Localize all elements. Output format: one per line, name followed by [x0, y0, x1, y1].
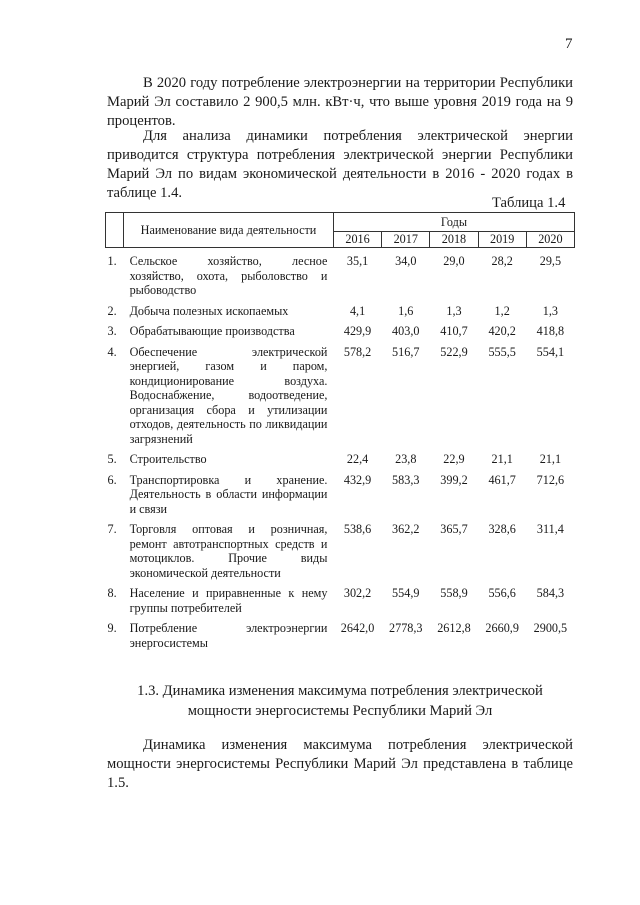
row-number: 4. — [107, 344, 117, 359]
value-cell: 429,9 — [343, 324, 372, 338]
table-row — [106, 522, 575, 586]
value-cell: 584,3 — [536, 586, 565, 600]
value-cell: 34,0 — [395, 254, 417, 268]
activity-name: Транспортировка и хранение. Деятельность в области информации и связи — [129, 472, 328, 516]
table-row — [106, 586, 575, 621]
header-number — [106, 213, 124, 248]
activity-name: Обрабатывающие производства — [129, 324, 295, 338]
value-cell: 2778,3 — [389, 621, 423, 635]
value-cell: 410,7 — [440, 324, 468, 338]
value-cell: 362,2 — [392, 522, 420, 536]
value-cell: 28,2 — [491, 254, 513, 268]
page-number: 7 — [565, 36, 573, 52]
header-year: 2018 — [430, 232, 478, 248]
activity-name: Сельское хозяйство, лесное хозяйство, охота, рыболовство и рыбоводство — [129, 254, 328, 297]
value-cell: 555,5 — [488, 344, 516, 359]
table-row — [106, 304, 575, 325]
activity-name: Строительство — [129, 452, 207, 466]
value-cell: 328,6 — [488, 522, 516, 536]
value-cell: 1,2 — [494, 303, 510, 318]
row-number: 2. — [107, 303, 117, 318]
section-heading: 1.3. Динамика изменения максимума потребления электрической мощности энергосистемы Республики Марий Эл — [137, 683, 543, 719]
value-cell: 1,3 — [542, 303, 558, 318]
value-cell: 554,1 — [536, 344, 565, 359]
activity-name: Население и приравненные к нему группы потребителей — [129, 586, 328, 615]
value-cell: 554,9 — [392, 586, 420, 600]
value-cell: 21,1 — [491, 452, 513, 466]
value-cell: 1,6 — [398, 303, 414, 318]
consumption-table — [105, 212, 575, 656]
activity-name: Потребление электроэнергии энергосистемы — [129, 621, 328, 650]
value-cell: 365,7 — [440, 522, 468, 536]
value-cell: 522,9 — [440, 344, 468, 359]
activity-name: Обеспечение электрической энергией, газом и паром, кондиционирование воздуха. Водоснабжение, водоотведение, организация сбора и утилизации отходов, деятельность по ликвидации загрязнений — [129, 344, 328, 446]
activity-name: Торговля оптовая и розничная, ремонт автотранспортных средств и мотоциклов. Прочие виды экономической деятельности — [129, 522, 328, 580]
value-cell: 403,0 — [392, 324, 420, 338]
value-cell: 558,9 — [440, 586, 468, 600]
header-year: 2020 — [526, 232, 574, 248]
value-cell: 2900,5 — [533, 621, 568, 635]
value-cell: 399,2 — [440, 472, 468, 487]
value-cell: 311,4 — [536, 522, 564, 536]
value-cell: 22,4 — [346, 452, 369, 466]
value-cell: 583,3 — [392, 472, 420, 487]
header-activity-name: Наименование вида деятельности — [124, 213, 334, 248]
row-number: 6. — [107, 472, 117, 487]
value-cell: 432,9 — [343, 472, 372, 487]
table-caption: Таблица 1.4 — [492, 195, 566, 211]
value-cell: 420,2 — [488, 324, 516, 338]
value-cell: 2642,0 — [340, 621, 375, 635]
value-cell: 29,0 — [443, 254, 465, 268]
value-cell: 1,3 — [446, 303, 462, 318]
analysis-paragraph: Для анализа динамики потребления электрической энергии приводится структура потребления электрической энергии Республики Марий Эл по видам экономической деятельности в 2016 - 2020 годах в таблице 1.4. — [107, 128, 573, 201]
value-cell: 712,6 — [536, 472, 565, 487]
activity-name: Добыча полезных ископаемых — [129, 303, 289, 318]
value-cell: 35,1 — [346, 254, 369, 268]
value-cell: 556,6 — [488, 586, 516, 600]
intro-paragraph: В 2020 году потребление электроэнергии на территории Республики Марий Эл составило 2 900,5 млн. кВт·ч, что выше уровня 2019 года на 9 процентов. — [107, 75, 573, 129]
value-cell: 23,8 — [395, 452, 417, 466]
row-number: 3. — [107, 324, 117, 338]
value-cell: 22,9 — [443, 452, 465, 466]
header-year: 2017 — [382, 232, 430, 248]
table-row — [106, 452, 575, 473]
table-row — [106, 473, 575, 523]
value-cell: 538,6 — [343, 522, 372, 536]
row-number: 1. — [107, 254, 117, 268]
value-cell: 21,1 — [539, 452, 562, 466]
value-cell: 578,2 — [343, 344, 372, 359]
value-cell: 302,2 — [343, 586, 372, 600]
closing-paragraph: Динамика изменения максимума потребления электрической мощности энергосистемы Республики Марий Эл представлена в таблице 1.5. — [107, 737, 573, 791]
table-row — [106, 248, 575, 304]
header-year: 2019 — [478, 232, 526, 248]
row-number: 9. — [107, 621, 117, 635]
value-cell: 2660,9 — [485, 621, 519, 635]
value-cell: 29,5 — [539, 254, 562, 268]
row-number: 8. — [107, 586, 117, 600]
value-cell: 2612,8 — [437, 621, 471, 635]
header-years: Годы — [333, 213, 574, 232]
row-number: 7. — [107, 522, 117, 536]
header-year: 2016 — [333, 232, 381, 248]
table-row — [106, 621, 575, 656]
value-cell: 4,1 — [349, 303, 366, 318]
table-row — [106, 345, 575, 453]
table-row — [106, 324, 575, 345]
value-cell: 461,7 — [488, 472, 516, 487]
row-number: 5. — [107, 452, 117, 466]
value-cell: 516,7 — [392, 344, 420, 359]
value-cell: 418,8 — [536, 324, 565, 338]
